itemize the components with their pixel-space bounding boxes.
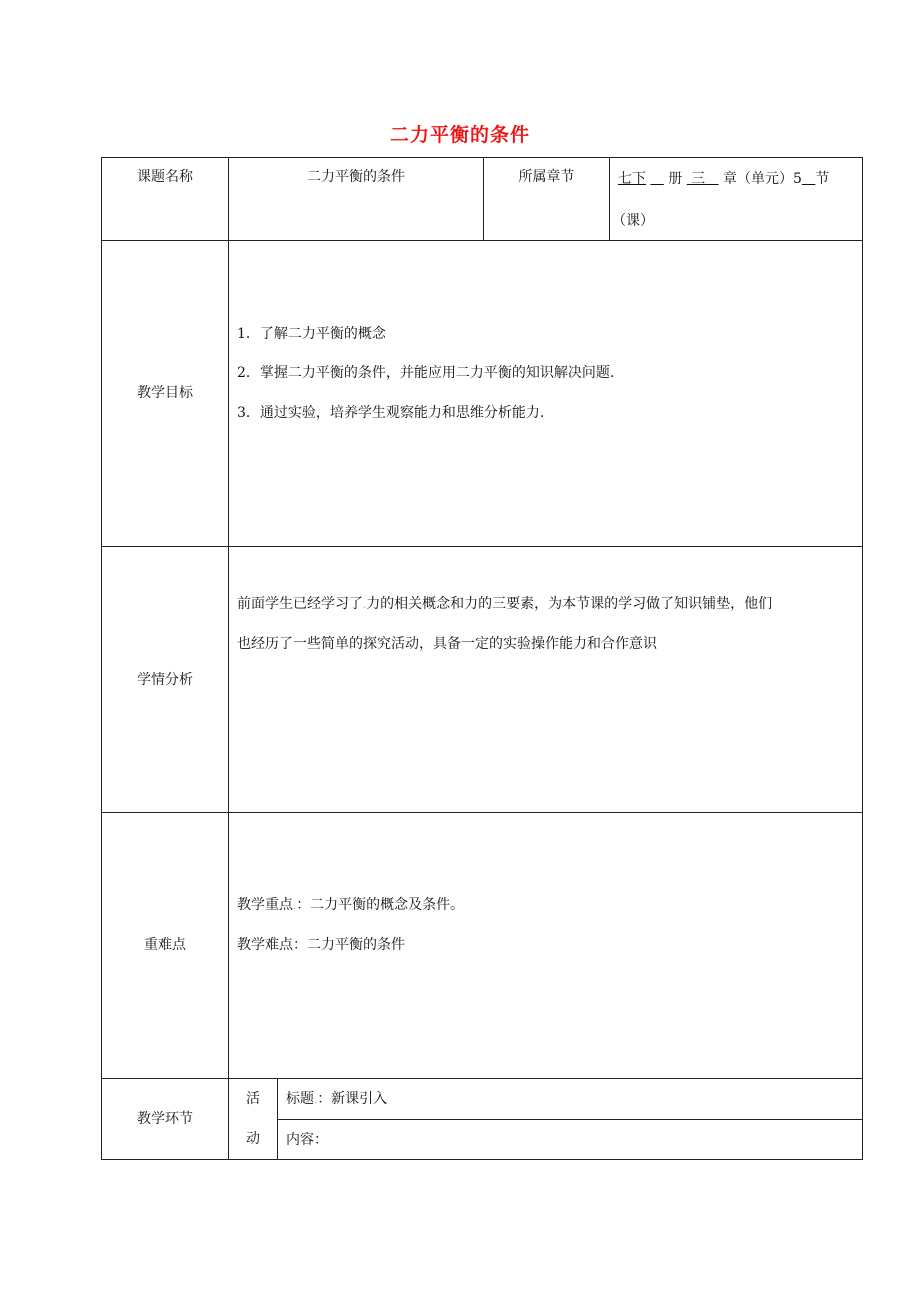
chapter-value: [618, 170, 829, 188]
activity-char-2: 动: [246, 1131, 260, 1147]
section-suffix: 节: [815, 171, 830, 187]
document-title: 二力平衡的条件: [389, 124, 530, 146]
chapter-grade: 七下: [618, 171, 646, 187]
analysis-label: 学情分析: [137, 672, 193, 688]
content-label: 内容：: [286, 1132, 328, 1148]
focus-line: [237, 896, 464, 916]
chapter-number: [687, 171, 719, 187]
chapter-label: 所属章节: [518, 169, 575, 185]
objectives-label: 教学目标: [137, 385, 193, 401]
chapter-volume-suffix: 册: [668, 171, 683, 187]
heading-text: ：新课引入: [317, 1091, 388, 1107]
cell-objectives: [228, 240, 863, 547]
topic-label: 课题名称: [137, 169, 193, 185]
chapter-number-text: 三: [691, 171, 706, 187]
chapter-lesson: （课）: [612, 213, 654, 229]
analysis-line-2: 也经历了一些简单的探究活动，具备一定的实验操作能力和合作意识: [237, 636, 657, 652]
mark-dot: .: [363, 600, 367, 611]
stages-label: 教学环节: [137, 1111, 193, 1127]
objective-item-2: 2．掌握二力平衡的条件，并能应用二力平衡的知识解决问题.: [237, 365, 615, 381]
analysis-line-1: [237, 595, 772, 615]
focus-label: 教学重点: [237, 897, 293, 913]
topic-value: 二力平衡的条件: [307, 169, 405, 185]
activity-char-1: 活: [246, 1091, 260, 1107]
cell-content: [277, 1119, 863, 1160]
mark-dot: .: [293, 901, 297, 912]
section-blank: [802, 171, 815, 187]
difficulty-line: 教学难点：二力平衡的条件: [237, 937, 405, 953]
chapter-grade-blank: [650, 171, 663, 187]
analysis-line-1b: 力的相关概念和力的三要素，为本节课的学习做了知识铺垫，他们: [366, 596, 773, 612]
heading-line: [286, 1090, 387, 1110]
cell-analysis: [228, 546, 863, 813]
heading-label: 标题: [286, 1091, 314, 1107]
objective-item-1: 1．了解二力平衡的概念: [237, 326, 386, 342]
objective-item-3: 3．通过实验，培养学生观察能力和思维分析能力.: [237, 405, 545, 421]
analysis-line-1a: 前面学生已经学习了: [237, 596, 363, 612]
chapter-suffix: 章（单元）5: [722, 171, 802, 187]
mark-dot: .: [314, 1095, 318, 1106]
keypoints-label: 重难点: [144, 937, 186, 953]
focus-text: ：二力平衡的概念及条件。: [296, 897, 465, 913]
